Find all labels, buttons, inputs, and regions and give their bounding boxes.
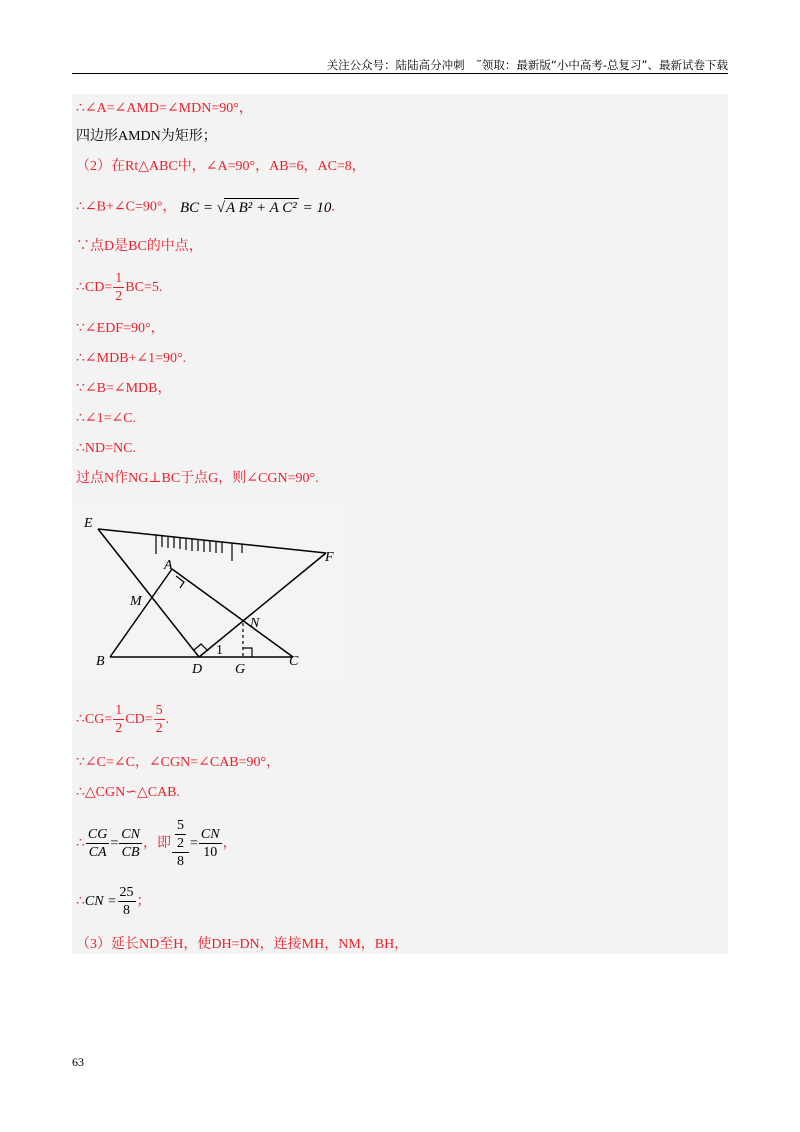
fraction-den: 2 (155, 720, 163, 736)
line-6 (76, 270, 162, 306)
header-rule (72, 73, 728, 74)
segment-ac (172, 569, 293, 657)
sqrt-body: A B² + A C² (225, 200, 297, 216)
right-angle-a (176, 576, 184, 588)
cn-lhs: CN = (84, 894, 117, 909)
line-17-end: ； (136, 894, 151, 909)
fraction-half-2 (113, 704, 124, 736)
fraction-cn-cb (119, 828, 142, 860)
line-13 (76, 702, 169, 738)
fraction-num: CN (121, 826, 140, 842)
segment-ba (110, 569, 172, 657)
fraction-den: CA (88, 844, 107, 860)
fraction-five-halves-inner (175, 819, 186, 851)
label-m: M (130, 594, 142, 609)
line-1: ∴∠A=∠AMD=∠MDN=90°， (76, 101, 253, 116)
geometry-svg (72, 503, 346, 685)
label-g: G (235, 662, 246, 677)
line-16-mid: ，即 (142, 836, 171, 851)
fraction-den: 8 (176, 853, 184, 869)
label-angle-1: 1 (216, 643, 223, 658)
label-e: E (84, 516, 93, 531)
line-16-end: ， (222, 836, 237, 851)
segment-ef (98, 529, 326, 553)
label-d: D (192, 662, 203, 677)
fraction-num: 5 (155, 702, 163, 718)
fraction-num: 25 (119, 884, 134, 900)
segment-ed (98, 529, 199, 657)
fraction-cg-ca (86, 828, 109, 860)
line-11: ∴ND=NC. (76, 441, 136, 456)
fraction-five-halves (154, 704, 165, 736)
fraction-den: 2 (176, 835, 184, 851)
bc-formula-left: BC = (179, 200, 213, 216)
line-14: ∵∠C=∠C，∠CGN=∠CAB=90°， (76, 755, 281, 770)
label-c: C (289, 654, 299, 669)
bc-formula-right: = 10 (302, 200, 332, 216)
right-angle-g (243, 648, 252, 657)
fraction-den: 8 (123, 902, 131, 918)
line-9: ∵∠B=∠MDB， (76, 381, 172, 396)
fraction-num: 5 (176, 817, 184, 833)
line-16 (76, 814, 237, 874)
label-a: A (164, 558, 173, 573)
label-n: N (250, 616, 260, 631)
right-angle-d (194, 644, 208, 651)
equals-sign: = (110, 836, 119, 851)
line-15: ∴△CGN∽△CAB. (76, 785, 181, 800)
line-10: ∴∠1=∠C. (76, 411, 137, 426)
line-2: 四边形AMDN为矩形； (76, 129, 217, 144)
sqrt-sign: √ (216, 200, 225, 216)
page-header: 关注公众号：陆陆高分冲刺 ˜领取：最新版“小中高考-总复习”、最新试卷下载 (326, 58, 728, 72)
label-b: B (96, 654, 105, 669)
line-4-end: . (331, 199, 335, 215)
page-number: 63 (72, 1055, 84, 1069)
line-4-prefix: ∴∠B+∠C=90°， (76, 199, 177, 215)
line-17-prefix: ∴ (76, 894, 85, 909)
line-16-prefix: ∴ (76, 836, 85, 851)
fraction-compound (172, 819, 189, 869)
line-4 (76, 198, 335, 217)
line-6-prefix: ∴CD= (76, 280, 113, 295)
segment-df (199, 553, 326, 657)
fraction-num: 1 (115, 270, 123, 286)
line-13-suffix: . (165, 712, 170, 727)
fraction-den: 10 (203, 844, 218, 860)
line-12: 过点N作NG⊥BC于点G，则∠CGN=90°. (76, 471, 319, 486)
fraction-half (113, 272, 124, 304)
line-7: ∵∠EDF=90°， (76, 321, 165, 336)
line-13-mid: CD= (125, 712, 153, 727)
fraction-num: CG (87, 826, 108, 842)
line-18: （3）延长ND至H，使DH=DN，连接MH，NM，BH， (76, 937, 409, 952)
fraction-den: 2 (115, 720, 123, 736)
line-5: ∵点D是BC的中点， (76, 239, 203, 254)
fraction-num: 1 (115, 702, 123, 718)
bc-formula (180, 198, 331, 217)
fraction-den: CB (121, 844, 140, 860)
line-8: ∴∠MDB+∠1=90°. (76, 351, 187, 366)
line-6-suffix: BC=5. (125, 280, 163, 295)
fraction-num: CN (200, 826, 220, 842)
line-17 (76, 884, 151, 920)
line-3: （2）在Rt△ABC中，∠A=90°，AB=6，AC=8， (76, 159, 366, 174)
fraction-num (172, 819, 189, 853)
equals-sign-2: = (189, 836, 198, 851)
geometry-figure (72, 503, 346, 685)
fraction-25-8 (118, 886, 136, 918)
fraction-cn-10 (199, 828, 222, 860)
label-f: F (325, 550, 334, 565)
line-13-prefix: ∴CG= (76, 712, 113, 727)
fraction-den: 2 (115, 288, 123, 304)
